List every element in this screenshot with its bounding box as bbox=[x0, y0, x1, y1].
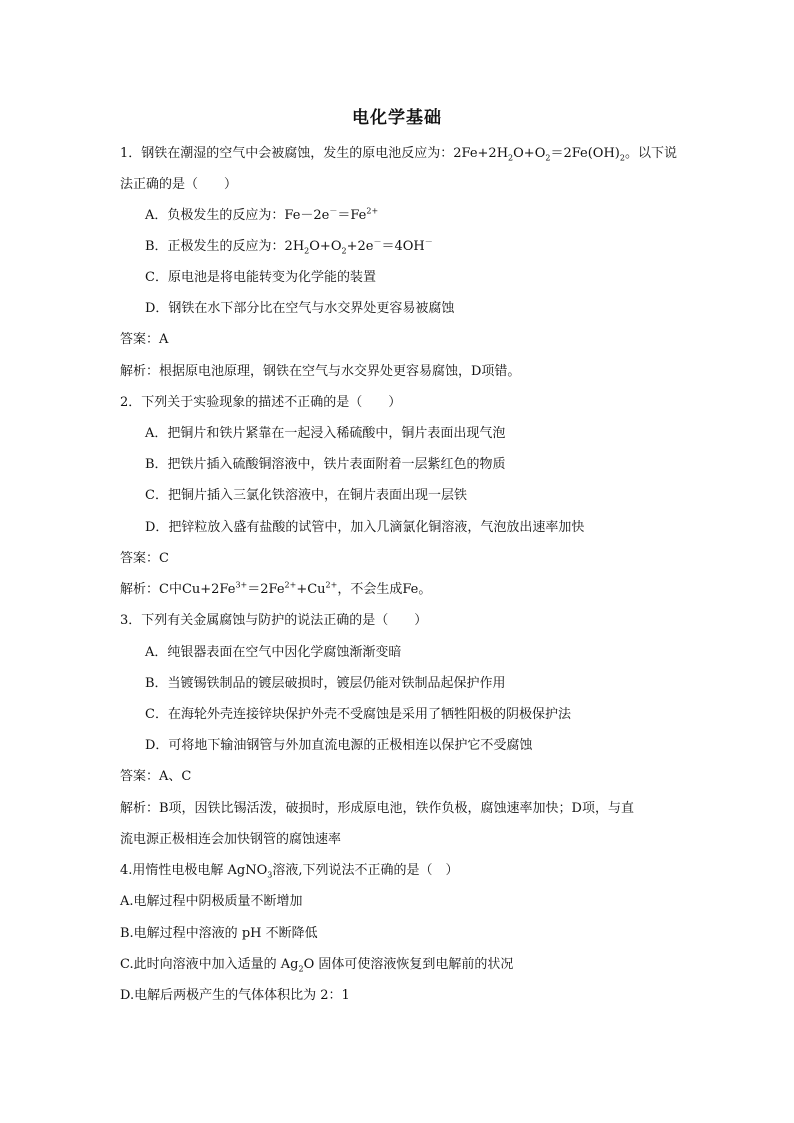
subscript: 2 bbox=[304, 246, 310, 256]
question-3-answer: 答案：A、C bbox=[120, 769, 192, 784]
question-3-option-b: B．当镀锡铁制品的镀层破损时，镀层仍能对铁制品起保护作用 bbox=[145, 676, 506, 691]
subscript: 2 bbox=[508, 153, 514, 163]
question-2-option-c: C．把铜片插入三氯化铁溶液中，在铜片表面出现一层铁 bbox=[145, 488, 467, 503]
question-2-option-a: A．把铜片和铁片紧靠在一起浸入稀硫酸中，铜片表面出现气泡 bbox=[145, 426, 506, 441]
question-2-answer: 答案：C bbox=[120, 551, 169, 566]
subscript: 2 bbox=[341, 246, 347, 256]
question-1-stem: 1．钢铁在潮湿的空气中会被腐蚀，发生的原电池反应为：$2Fe+2H_2O+O_2=2Fe(OH)_2$。以下说 bbox=[120, 146, 677, 163]
question-3-analysis-line2: 流电源正极相连会加快钢管的腐蚀速率 bbox=[120, 832, 342, 847]
subscript: 2 bbox=[545, 153, 551, 163]
question-1-answer: 答案：A bbox=[120, 332, 169, 347]
question-3-stem: 3．下列有关金属腐蚀与防护的说法正确的是（ ） bbox=[120, 613, 428, 628]
question-4-stem: 4.用惰性电极电解 AgNO$_3$溶液,下列说法不正确的是（ ） bbox=[120, 863, 459, 880]
question-3-analysis-line1: 解析：B项，因铁比锡活泼，破损时，形成原电池，铁作负极，腐蚀速率加快；D项，与直 bbox=[120, 801, 634, 816]
question-3-option-a: A．纯银器表面在空气中因化学腐蚀渐渐变暗 bbox=[145, 645, 402, 660]
question-1-option-b: B．正极发生的反应为：$2H_2O+O_2+2e^-=4OH^-$ bbox=[145, 237, 433, 256]
question-4-option-d: D.电解后两极产生的气体体积比为 2：1 bbox=[120, 988, 350, 1003]
subscript: 2 bbox=[619, 153, 625, 163]
question-1-analysis: 解析：根据原电池原理，钢铁在空气与水交界处更容易腐蚀，D项错。 bbox=[120, 364, 521, 379]
question-2-stem: 2．下列关于实验现象的描述不正确的是（ ） bbox=[120, 395, 402, 410]
question-3-option-d: D．可将地下输油钢管与外加直流电源的正极相连以保护它不受腐蚀 bbox=[145, 738, 533, 753]
page-title: 电化学基础 bbox=[352, 108, 442, 128]
question-3-option-c: C．在海轮外壳连接锌块保护外壳不受腐蚀是采用了牺牲阳极的阴极保护法 bbox=[145, 707, 571, 722]
question-4-option-c: C.此时向溶液中加入适量的 $Ag_2O$ 固体可使溶液恢复到电解前的状况 bbox=[120, 957, 514, 974]
question-4-option-b: B.电解过程中溶液的 pH 不断降低 bbox=[120, 926, 318, 941]
question-1-option-c: C．原电池是将电能转变为化学能的装置 bbox=[145, 270, 376, 285]
question-1-option-a: A．负极发生的反应为：$Fe-2e^-=Fe^{2+}$ bbox=[145, 206, 379, 223]
question-2-analysis: 解析：C中$Cu+2Fe^{3+}=2Fe^{2+}+Cu^{2+}$，不会生成Fe。 bbox=[120, 580, 432, 597]
question-2-option-b: B．把铁片插入硫酸铜溶液中，铁片表面附着一层紫红色的物质 bbox=[145, 457, 506, 472]
question-4-option-a: A.电解过程中阴极质量不断增加 bbox=[120, 894, 303, 909]
question-2-option-d: D．把锌粒放入盛有盐酸的试管中，加入几滴氯化铜溶液，气泡放出速率加快 bbox=[145, 520, 585, 535]
question-1-option-d: D．钢铁在水下部分比在空气与水交界处更容易被腐蚀 bbox=[145, 301, 455, 316]
question-1-stem-line2: 法正确的是（ ） bbox=[120, 177, 238, 192]
